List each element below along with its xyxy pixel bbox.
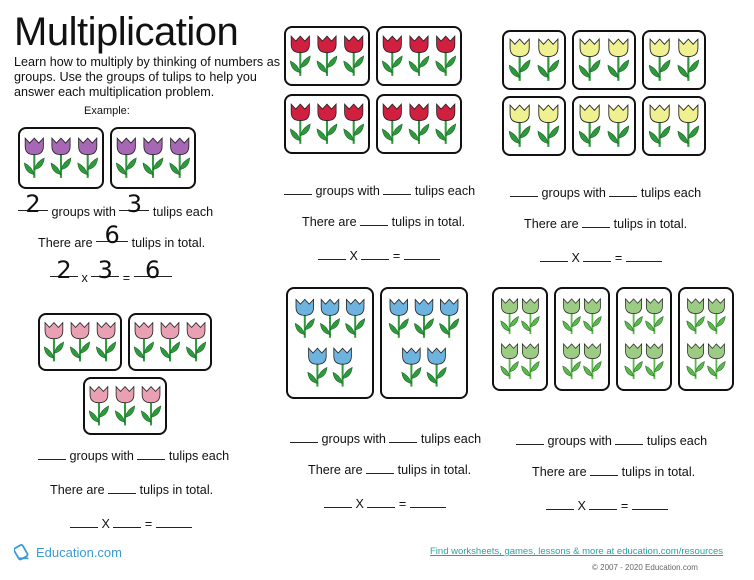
example-factor-1: 2 [56,256,72,284]
in-total-text: tulips in total. [621,465,696,479]
groups-with-text: groups with [321,432,386,446]
education-logo-icon [14,543,32,561]
problem-1-group-2 [128,313,212,371]
equation-line [318,247,475,263]
problem-2-group-3 [284,94,370,154]
problem-2-text [284,182,475,263]
tulips-each-text: tulips each [152,205,214,219]
groups-line [516,432,707,448]
problem-2-group-4 [376,94,462,154]
tulip-icon [608,39,629,81]
tulip-icon [317,104,337,144]
example-total-line [38,221,206,250]
equation-line [546,497,707,513]
problem-1-group-1 [38,313,122,371]
tulip-group-image [20,129,102,187]
problem-5-group-4 [678,287,734,391]
tulip-icon [440,299,459,337]
tulip-group-image [85,379,165,433]
problem-3-group-2 [572,30,636,90]
tulip-icon [51,138,71,178]
problem-1-group-3 [83,377,167,435]
times-sign: x [81,271,88,285]
example-total-answer: 6 [104,221,120,249]
there-are-text: There are [50,483,105,497]
example-group-1 [18,127,104,189]
in-total-text: tulips in total. [391,215,466,229]
tulip-group-image [112,129,194,187]
equation-line [70,515,229,531]
problem-2-group-1 [284,26,370,86]
in-total-text: tulips in total. [131,236,206,250]
tulip-icon [333,348,352,386]
there-are-text: There are [524,217,579,231]
tulip-group-image [574,98,634,154]
example-equation [50,256,172,285]
tulip-icon [538,39,559,81]
problem-3-group-6 [642,96,706,156]
total-line [308,461,481,477]
tulip-icon [414,299,433,337]
tulip-icon [436,36,456,76]
tulip-group-image [378,28,460,84]
tulip-icon [402,348,421,386]
problem-3-group-4 [502,96,566,156]
problem-3-group-3 [642,30,706,90]
there-are-text: There are [532,465,587,479]
tulip-icon [70,323,89,362]
groups-with-text: groups with [541,186,606,200]
tulip-icon [687,299,705,334]
tulip-icon [501,299,519,334]
tulips-each-text: tulips each [640,186,702,200]
example-tulips-answer: 3 [126,190,143,218]
equation-line [540,249,701,265]
tulip-icon [708,344,726,379]
problem-3-group-1 [502,30,566,90]
tulip-icon [509,39,530,81]
times-sign: X [355,497,364,511]
tulip-icon [317,36,337,76]
page-title: Multiplication [14,10,239,54]
groups-line [38,447,229,463]
tulip-group-image [378,96,460,152]
resources-link[interactable]: Find worksheets, games, lessons & more at education.com/resources [430,546,724,557]
tulip-group-image [130,315,210,369]
tulip-icon [170,138,190,178]
equals-sign: = [144,517,153,531]
tulips-each-text: tulips each [646,434,708,448]
times-sign: X [101,517,110,531]
tulip-icon [186,323,205,362]
tulip-icon [409,36,429,76]
tulip-icon [344,104,364,144]
there-are-text: There are [308,463,363,477]
groups-with-text: groups with [51,205,116,219]
tulip-icon [538,105,559,147]
problem-4-text [290,430,481,511]
tulip-icon [116,138,136,178]
groups-line [290,430,481,446]
tulip-icon [563,299,581,334]
tulip-icon [579,105,600,147]
problem-2-group-2 [376,26,462,86]
tulip-group-image [382,289,466,397]
tulip-icon [646,299,664,334]
tulip-icon [290,104,310,144]
instructions: Learn how to multiply by thinking of numbers as groups. Use the groups of tulips to help you answer each multiplication problem. [14,55,281,99]
tulip-icon [687,344,705,379]
tulip-icon [344,36,364,76]
tulip-icon [678,105,699,147]
tulip-icon [160,323,179,362]
times-sign: X [349,249,358,263]
tulip-icon [141,387,160,426]
tulip-icon [436,104,456,144]
tulip-icon [509,105,530,147]
in-total-text: tulips in total. [613,217,688,231]
tulips-each-text: tulips each [414,184,476,198]
tulip-icon [295,299,314,337]
tulip-group-image [494,289,546,389]
tulip-icon [522,344,540,379]
tulip-icon [382,36,402,76]
equals-sign: = [122,271,131,285]
tulip-icon [579,39,600,81]
tulip-icon [522,299,540,334]
equals-sign: = [614,251,623,265]
tulip-icon [308,348,327,386]
tulip-group-image [618,289,670,389]
tulip-icon [708,299,726,334]
times-sign: X [571,251,580,265]
problem-5-group-3 [616,287,672,391]
tulip-icon [427,348,446,386]
tulips-each-text: tulips each [168,449,230,463]
there-are-text: There are [38,236,93,250]
tulip-icon [584,344,602,379]
tulip-icon [382,104,402,144]
tulip-group-image [574,32,634,88]
tulip-icon [649,39,670,81]
problem-4-group-2 [380,287,468,399]
tulip-icon [608,105,629,147]
tulip-group-image [40,315,120,369]
tulip-icon [678,39,699,81]
tulip-icon [649,105,670,147]
times-sign: X [577,499,586,513]
tulip-icon [584,299,602,334]
tulip-group-image [504,98,564,154]
groups-with-text: groups with [547,434,612,448]
tulip-group-image [680,289,732,389]
problem-1-text [38,447,229,531]
tulip-icon [89,387,108,426]
example-group-2 [110,127,196,189]
in-total-text: tulips in total. [397,463,472,477]
tulip-icon [320,299,339,337]
equation-line [324,495,481,511]
tulip-group-image [288,289,372,397]
example-groups-answer: 2 [25,190,41,218]
equals-sign: = [620,499,629,513]
tulip-icon [44,323,63,362]
groups-with-text: groups with [315,184,380,198]
problem-5-group-2 [554,287,610,391]
tulip-icon [96,323,115,362]
tulip-icon [115,387,134,426]
tulip-icon [78,138,98,178]
education-brand: Education.com [36,544,122,560]
tulip-icon [646,344,664,379]
groups-with-text: groups with [69,449,134,463]
problem-3-text [510,184,701,265]
tulip-group-image [556,289,608,389]
tulip-icon [290,36,310,76]
tulip-icon [143,138,163,178]
tulip-icon [389,299,408,337]
problem-4-group-1 [286,287,374,399]
tulip-group-image [286,96,368,152]
example-factor-2: 3 [97,256,113,284]
problem-5-group-1 [492,287,548,391]
total-line [532,463,707,479]
tulip-icon [409,104,429,144]
groups-line [510,184,701,200]
example-label: Example: [84,105,130,117]
tulip-icon [346,299,365,337]
total-line [50,481,229,497]
tulip-icon [563,344,581,379]
there-are-text: There are [302,215,357,229]
copyright: © 2007 - 2020 Education.com [592,563,698,572]
equals-sign: = [398,497,407,511]
tulip-group-image [644,32,704,88]
tulip-icon [501,344,519,379]
tulip-icon [625,344,643,379]
in-total-text: tulips in total. [139,483,214,497]
tulip-group-image [504,32,564,88]
tulip-group-image [644,98,704,154]
example-groups-line [18,190,214,219]
total-line [524,215,701,231]
tulip-icon [134,323,153,362]
problem-5-text [516,432,707,513]
total-line [302,213,475,229]
education-logo[interactable] [14,543,122,561]
tulip-group-image [286,28,368,84]
tulip-icon [24,138,44,178]
equals-sign: = [392,249,401,263]
groups-line [284,182,475,198]
tulip-icon [625,299,643,334]
problem-3-group-5 [572,96,636,156]
tulips-each-text: tulips each [420,432,482,446]
example-product: 6 [145,256,161,284]
